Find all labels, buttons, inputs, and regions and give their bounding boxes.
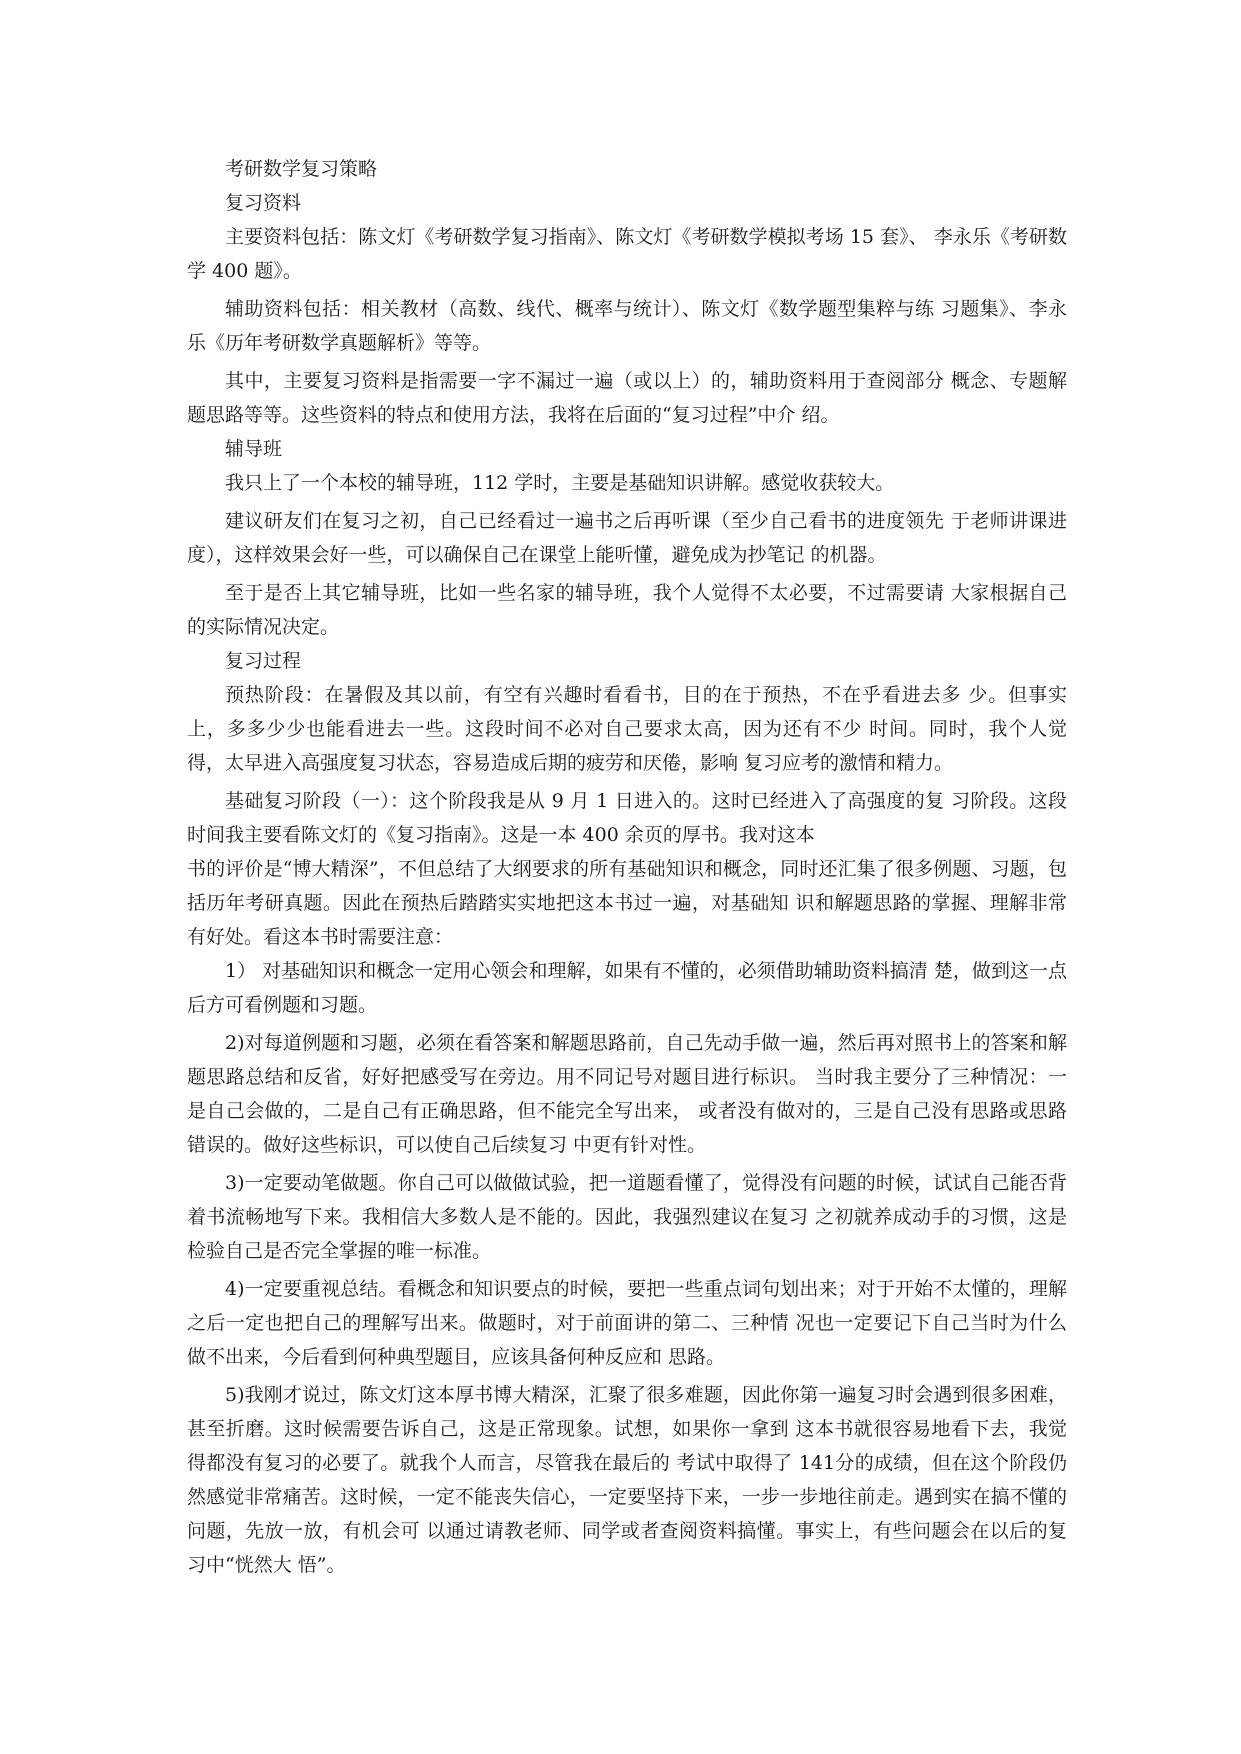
paragraph: 辅助资料包括：相关教材（高数、线代、概率与统计）、陈文灯《数学题型集粹与练 习题集》、李永乐《历年考研数学真题解析》等等。 (187, 298, 1067, 354)
document-title: 考研数学复习策略 (225, 158, 378, 180)
paragraph: 主要资料包括：陈文灯《考研数学复习指南》、陈文灯《考研数学模拟考场 15 套》、 李永乐《考研数学 400 题》。 (187, 226, 1067, 282)
paragraph: 至于是否上其它辅导班，比如一些名家的辅导班，我个人觉得不太必要，不过需要请 大家根据自己的实际情况决定。 (187, 582, 1067, 638)
paragraph: 我只上了一个本校的辅导班，112 学时，主要是基础知识讲解。感觉收获较大。 (225, 472, 895, 494)
document-body (187, 152, 1067, 1582)
list-item: 5)我刚才说过，陈文灯这本厚书博大精深，汇聚了很多难题，因此你第一遍复习时会遇到很多困难，甚至折磨。这时候需要告诉自己，这是正常现象。试想，如果你一拿到 这本书就很容易地看下去，我觉得都没有复习的必要了。就我个人而言，尽管我在最后的 考试中取得了 141分的成绩，但在这个阶段仍然感觉非常痛苦。这时候，一定不能丧失信心，一定要坚持下来，一步一步地往前走。遇到实在搞不懂的问题，先放一放，有机会可 以通过请教老师、同学或者查阅资料搞懂。事实上，有些问题会在以后的复习中“恍然大 悟”。 (187, 1384, 1067, 1576)
list-item: 3)一定要动笔做题。你自己可以做做试验，把一道题看懂了，觉得没有问题的时候，试试自己能否背着书流畅地写下来。我相信大多数人是不能的。因此，我强烈建议在复习 之初就养成动手的习惯，这是检验自己是否完全掌握的唯一标准。 (187, 1172, 1067, 1262)
paragraph: 建议研友们在复习之初，自己已经看过一遍书之后再听课（至少自己看书的进度领先 于老师讲课进度），这样效果会好一些，可以确保自己在课堂上能听懂，避免成为抄笔记 的机器。 (187, 510, 1067, 566)
paragraph: 基础复习阶段（一）：这个阶段我是从 9 月 1 日进入的。这时已经进入了高强度的复 习阶段。这段时间我主要看陈文灯的《复习指南》。这是一本 400 余页的厚书。我对这本 (187, 790, 1067, 846)
list-item: 2)对每道例题和习题，必须在看答案和解题思路前，自己先动手做一遍，然后再对照书上的答案和解题思路总结和反省，好好把感受写在旁边。用不同记号对题目进行标识。 当时我主要分了三种情况：一是自己会做的，二是自己有正确思路，但不能完全写出来， 或者没有做对的，三是自己没有思路或思路错误的。做好这些标识，可以使自己后续复习 中更有针对性。 (187, 1032, 1067, 1156)
section-heading-process: 复习过程 (225, 650, 302, 672)
list-item: 4)一定要重视总结。看概念和知识要点的时候，要把一些重点词句划出来；对于开始不太懂的，理解之后一定也把自己的理解写出来。做题时，对于前面讲的第二、三种情 况也一定要记下自己当时为什么做不出来，今后看到何种典型题目，应该具备何种反应和 思路。 (187, 1278, 1067, 1368)
section-heading-materials: 复习资料 (225, 192, 302, 214)
paragraph: 预热阶段：在暑假及其以前，有空有兴趣时看看书，目的在于预热，不在乎看进去多 少。但事实上，多多少少也能看进去一些。这段时间不必对自己要求太高，因为还有不少 时间。同时，我个人觉得，太早进入高强度复习状态，容易造成后期的疲劳和厌倦，影响 复习应考的激情和精力。 (187, 684, 1067, 774)
section-heading-tutoring: 辅导班 (225, 438, 283, 460)
paragraph: 其中，主要复习资料是指需要一字不漏过一遍（或以上）的，辅助资料用于查阅部分 概念、专题解题思路等等。这些资料的特点和使用方法，我将在后面的“复习过程”中介 绍。 (187, 370, 1067, 426)
list-item: 1） 对基础知识和概念一定用心领会和理解，如果有不懂的，必须借助辅助资料搞清 楚，做到这一点后方可看例题和习题。 (187, 960, 1067, 1016)
paragraph-continuation: 书的评价是“博大精深”，不但总结了大纲要求的所有基础知识和概念，同时还汇集了很多例题、习题，包括历年考研真题。因此在预热后踏踏实实地把这本书过一遍，对基础知 识和解题思路的掌握、理解非常有好处。看这本书时需要注意： (187, 858, 1067, 948)
